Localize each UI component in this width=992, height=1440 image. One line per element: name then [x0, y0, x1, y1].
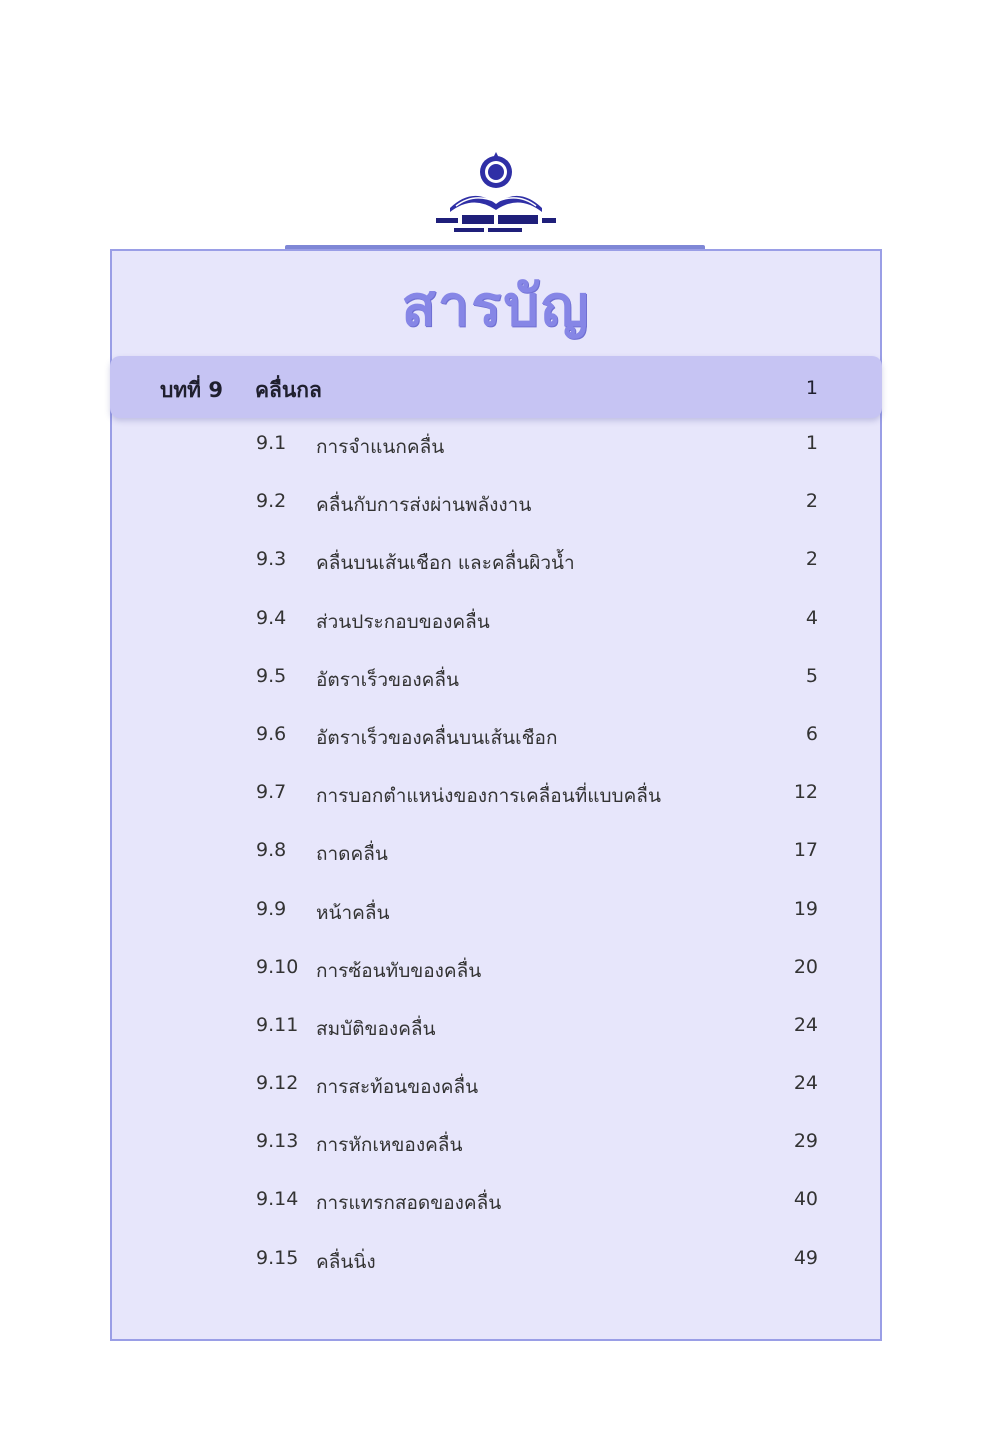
toc-entry-page: 24 [793, 1072, 818, 1095]
toc-entry [0, 544, 992, 602]
toc-entry-number: 9.6 [256, 722, 287, 745]
toc-entry-page: 6 [805, 722, 818, 745]
toc-entry [0, 603, 992, 661]
toc-entry-page: 4 [805, 606, 818, 629]
toc-entry-number: 9.7 [256, 781, 287, 804]
toc-entry-page: 2 [805, 490, 818, 513]
toc-entry-page: 5 [805, 664, 818, 687]
toc-entry-title: คลื่นบนเส้นเชือก และคลื่นผิวน้ำ [316, 552, 575, 575]
toc-entry-title: การสะท้อนของคลื่น [316, 1076, 479, 1099]
chapter-page-number: 1 [805, 377, 818, 399]
chapter-label: บทที่ 9 [160, 378, 223, 402]
toc-entry [0, 835, 992, 893]
toc-entry-page: 2 [805, 548, 818, 571]
toc-entry [0, 428, 992, 486]
publisher-logo [428, 148, 564, 240]
toc-entry-number: 9.2 [256, 490, 287, 513]
toc-entry-number: 9.10 [256, 955, 299, 978]
toc-entry-title: การซ้อนทับของคลื่น [316, 959, 482, 982]
toc-entry-number: 9.1 [256, 432, 287, 454]
toc-entry [0, 1184, 992, 1242]
page-title: สารบัญ [401, 274, 591, 339]
toc-entry-number: 9.11 [256, 1013, 299, 1036]
toc-entry-number: 9.3 [256, 548, 287, 571]
toc-entry-page: 29 [793, 1130, 818, 1153]
toc-entry-title: การหักเหของคลื่น [316, 1134, 463, 1157]
toc-entry-number: 9.12 [256, 1072, 299, 1095]
toc-entry-title: การบอกตำแหน่งของการเคลื่อนที่แบบคลื่น [316, 785, 661, 808]
toc-entry-title: คลื่นนิ่ง [316, 1250, 376, 1273]
toc-entry [0, 894, 992, 952]
toc-entry [0, 486, 992, 544]
toc-entry [0, 661, 992, 719]
toc-entry-title: คลื่นกับการส่งผ่านพลังงาน [316, 494, 532, 517]
toc-list [0, 428, 992, 1301]
toc-entry-number: 9.9 [256, 897, 287, 920]
toc-entry-number: 9.13 [256, 1130, 299, 1153]
toc-entry-number: 9.5 [256, 664, 287, 687]
toc-entry-number: 9.8 [256, 839, 287, 862]
toc-entry [0, 1068, 992, 1126]
toc-entry-page: 49 [793, 1246, 818, 1269]
toc-entry-title: อัตราเร็วของคลื่น [316, 668, 460, 691]
toc-entry-page: 1 [805, 432, 818, 454]
toc-entry-number: 9.4 [256, 606, 287, 629]
toc-entry [0, 1010, 992, 1068]
toc-entry [0, 952, 992, 1010]
toc-entry [0, 719, 992, 777]
toc-entry-page: 19 [793, 897, 818, 920]
toc-entry [0, 777, 992, 835]
toc-entry-title: การแทรกสอดของคลื่น [316, 1192, 502, 1215]
toc-entry-title: ถาดคลื่น [316, 843, 388, 866]
toc-entry-page: 20 [793, 955, 818, 978]
toc-entry-page: 40 [793, 1188, 818, 1211]
toc-entry-number: 9.14 [256, 1188, 299, 1211]
toc-entry-title: หน้าคลื่น [316, 901, 390, 924]
toc-entry-number: 9.15 [256, 1246, 299, 1269]
toc-entry-title: อัตราเร็วของคลื่นบนเส้นเชือก [316, 726, 558, 749]
toc-entry-page: 17 [793, 839, 818, 862]
chapter-title: คลื่นกล [255, 378, 322, 402]
toc-entry-title: สมบัติของคลื่น [316, 1017, 436, 1040]
toc-entry-page: 24 [793, 1013, 818, 1036]
toc-entry [0, 1126, 992, 1184]
toc-entry-page: 12 [793, 781, 818, 804]
toc-entry-title: การจำแนกคลื่น [316, 436, 445, 458]
toc-entry [0, 1243, 992, 1301]
chapter-heading-band [110, 356, 882, 418]
toc-entry-title: ส่วนประกอบของคลื่น [316, 610, 490, 633]
